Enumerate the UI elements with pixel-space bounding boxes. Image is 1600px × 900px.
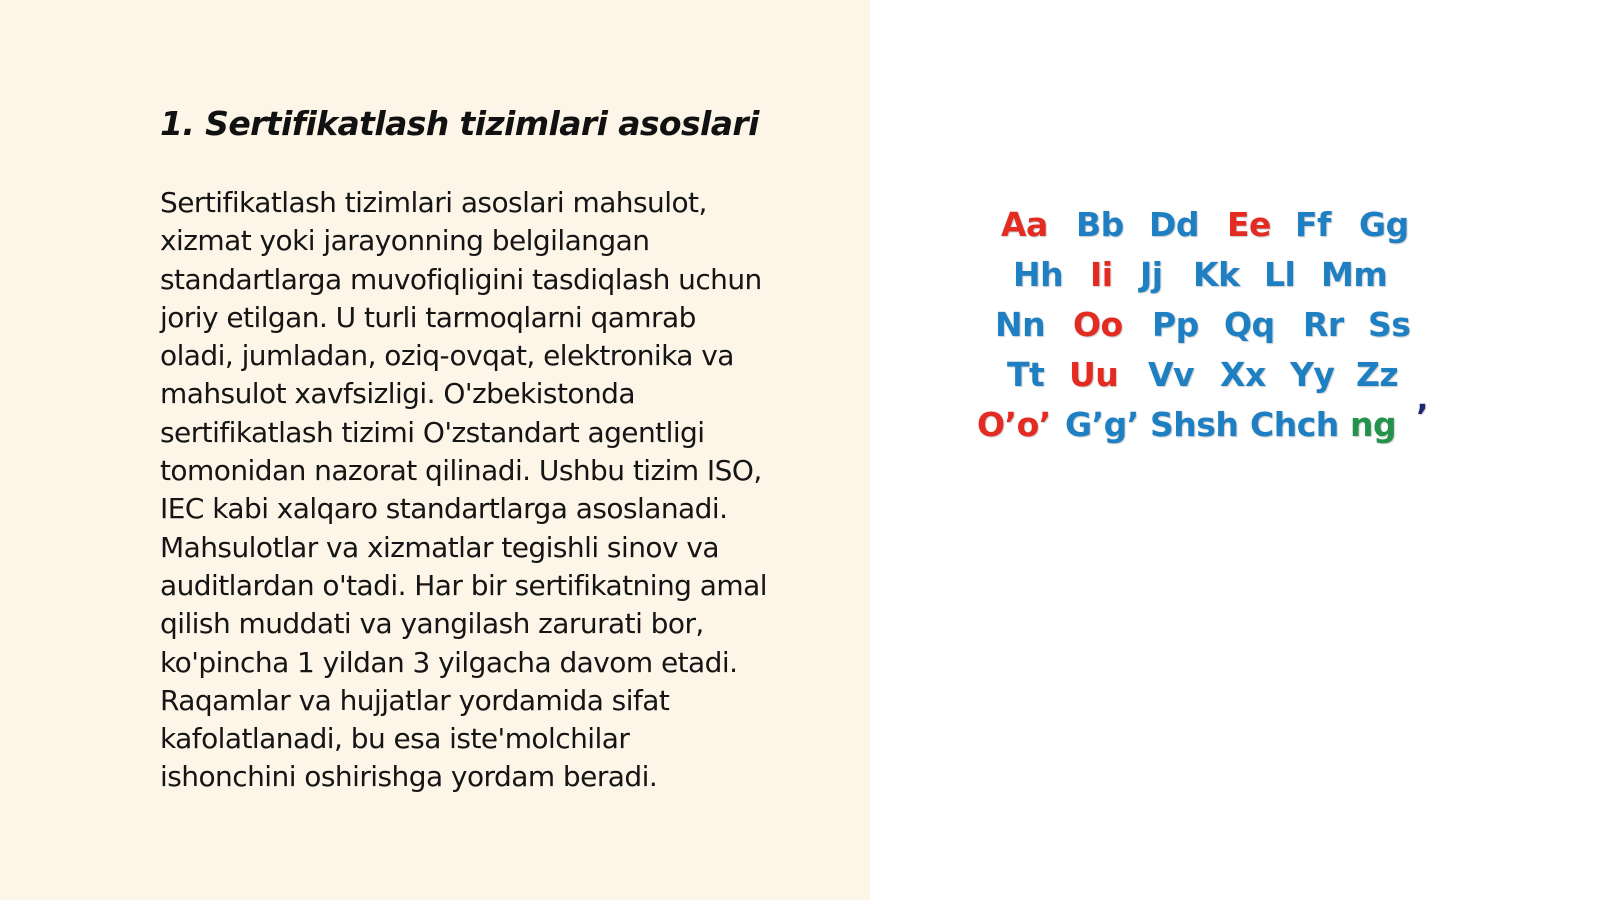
alphabet-letter-pair: Kk <box>1193 255 1240 294</box>
body-line: mahsulot xavfsizligi. O'zbekistonda <box>160 377 635 411</box>
alphabet-row-2 <box>950 255 1450 305</box>
body-line: xizmat yoki jarayonning belgilangan <box>160 224 650 258</box>
alphabet-letter-pair: G’g’ <box>1065 405 1139 444</box>
body-line: kafolatlanadi, bu esa iste'molchilar <box>160 722 630 756</box>
alphabet-letter-pair: Zz <box>1356 355 1399 394</box>
alphabet-letter-pair: Bb <box>1076 205 1124 244</box>
body-line: joriy etilgan. U turli tarmoqlarni qamrab <box>160 300 696 334</box>
body-line: IEC kabi xalqaro standartlarga asoslanadi. <box>160 492 728 526</box>
alphabet-letter-pair: Ee <box>1227 205 1271 244</box>
alphabet-letter-pair: Pp <box>1152 305 1199 344</box>
body-line: sertifikatlash tizimi O'zstandart agentligi <box>160 415 705 449</box>
alphabet-letter-pair: Uu <box>1069 355 1119 394</box>
alphabet-letter-pair: Jj <box>1140 255 1163 294</box>
alphabet-letter-pair: Xx <box>1220 355 1266 394</box>
body-line: Sertifikatlash tizimlari asoslari mahsulot, <box>160 186 707 219</box>
alphabet-letter-pair: Ff <box>1295 205 1331 244</box>
body-line: tomonidan nazorat qilinadi. Ushbu tizim ISO, <box>160 454 762 488</box>
alphabet-letter-pair: Gg <box>1359 205 1409 244</box>
alphabet-letter-pair: Chch <box>1250 405 1339 444</box>
alphabet-row-3 <box>950 305 1450 355</box>
alphabet-row-5 <box>950 397 1450 455</box>
alphabet-letter-pair: Oo <box>1073 305 1123 344</box>
body-line: auditlardan o'tadi. Har bir sertifikatning amal <box>160 568 767 602</box>
alphabet-letter-pair: O’o’ <box>977 405 1051 444</box>
body-line: oladi, jumladan, oziq-ovqat, elektronika va <box>160 339 734 373</box>
body-line: ko'pincha 1 yildan 3 yilgacha davom etadi. <box>160 645 738 679</box>
slide-title: 1. Sertifikatlash tizimlari asoslari <box>160 104 759 143</box>
alphabet-letter-pair: Aa <box>1001 205 1048 244</box>
alphabet-row-1 <box>950 205 1450 255</box>
body-line: ishonchini oshirishga yordam beradi. <box>160 760 658 794</box>
alphabet-letter-pair: Rr <box>1303 305 1344 344</box>
alphabet-letter-pair: Mm <box>1321 255 1388 294</box>
alphabet-letter-pair: ng <box>1350 405 1397 444</box>
alphabet-letter-pair: Hh <box>1013 255 1064 294</box>
alphabet-letter-pair: Qq <box>1224 305 1275 344</box>
alphabet-letter-pair: Ss <box>1368 305 1411 344</box>
alphabet-row-4 <box>950 355 1450 405</box>
alphabet-letter-pair: Ll <box>1264 255 1296 294</box>
alphabet-letter-pair: Nn <box>995 305 1046 344</box>
alphabet-letter-pair: Tt <box>1007 355 1045 394</box>
alphabet-chart <box>950 205 1450 475</box>
body-line: Mahsulotlar va xizmatlar tegishli sinov va <box>160 530 719 564</box>
alphabet-letter-pair: Dd <box>1149 205 1200 244</box>
alphabet-letter-pair: Vv <box>1148 355 1195 394</box>
apostrophe-mark: ’ <box>1416 397 1429 436</box>
body-line: Raqamlar va hujjatlar yordamida sifat <box>160 683 670 717</box>
alphabet-letter-pair: Ii <box>1090 255 1113 294</box>
body-text <box>160 184 840 797</box>
body-line: qilish muddati va yangilash zarurati bor, <box>160 607 704 641</box>
body-line: standartlarga muvofiqligini tasdiqlash uchun <box>160 262 762 296</box>
alphabet-letter-pair: Shsh <box>1150 405 1239 444</box>
alphabet-letter-pair: Yy <box>1290 355 1335 394</box>
